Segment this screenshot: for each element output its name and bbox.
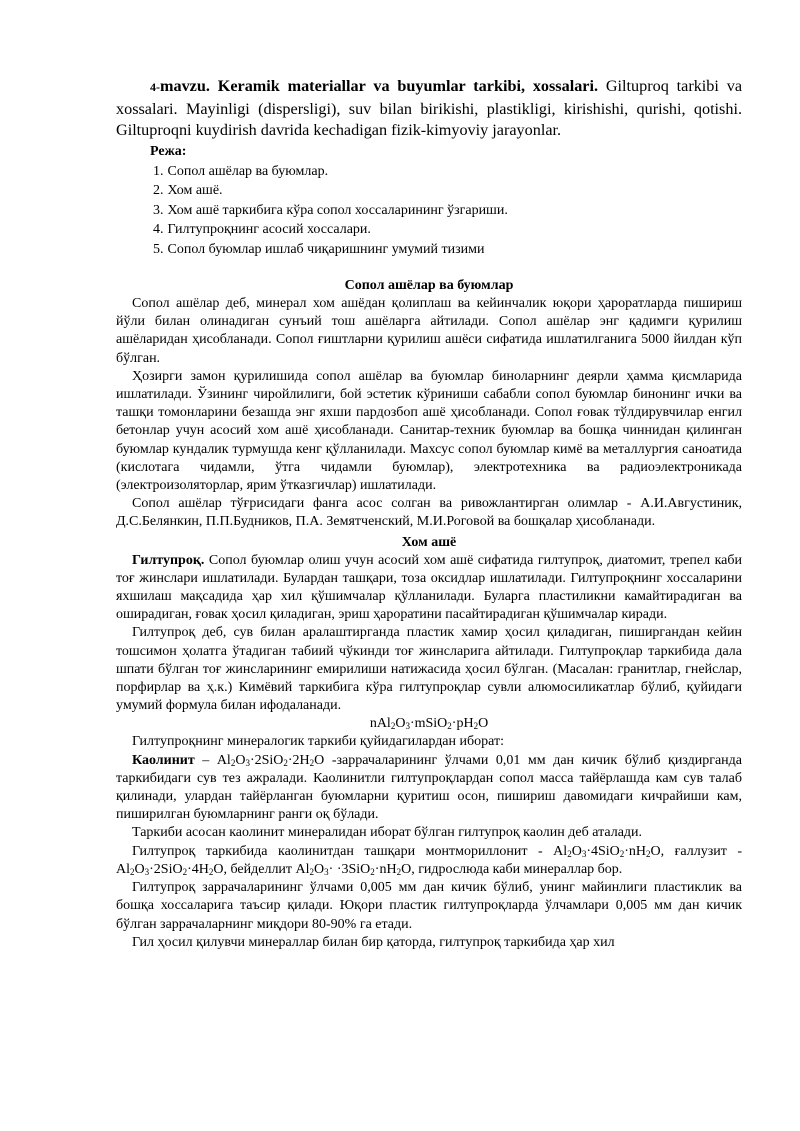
section-heading-ceramics: Сопол ашёлар ва буюмлар <box>344 278 514 293</box>
lecture-intro <box>116 76 742 142</box>
paragraph: Гил ҳосил қилувчи минераллар билан бир қаторда, гилтупроқ таркибида ҳар хил <box>132 934 615 950</box>
paragraph: Таркиби асосан каолинит минералидан иборат бўлган гилтупроқ каолин деб аталади. <box>132 825 643 841</box>
plan-list <box>116 162 742 260</box>
term-kaolinite: Каолинит <box>132 752 195 768</box>
paragraph: Сопол ашёлар тўғрисидаги фанга асос солган ва ривожлантирган олимлар - А.И.Августиник, Д.С.Белянкин, П.П.Будников, П.А. Земятченский, М.И.Роговой ва бошқалар ҳисобланади. <box>116 496 742 530</box>
plan-item: 5. Сопол буюмлар ишлаб чиқаришнинг умумий тизими <box>153 241 485 257</box>
paragraph: Каолинит – $Al_2O_3\cdot 2SiO_2\cdot 2H_2O$ -заррачаларининг ўлчами 0,01 мм дан кичик бўлиб қиздирганда таркибидаги сув тез ажралади. Каолинитли гилтупроқлардан сопол масса тайёрлашда кам сув талаб қилинади, улардан тайёрланган буюмларни қуритиш осон, пишириш давомидаги кичрайиши кам, пиширилган буюмларнинг ранги оқ бўлади. <box>116 752 742 823</box>
plan-item: 3. Хом ашё таркибига кўра сопол хоссаларининг ўзгариши. <box>153 202 508 218</box>
term-clay: Гилтупроқ. <box>132 552 205 568</box>
topic-description: Giltuproq tarkibi va xossalari. Mayinligi (dispersligi), suv bilan birikishi, plastikligi, kirishishi, qurishi, qotishi. Giltuproqni kuydirish davrida kechadigan fizik-kimyoviy jarayonlar. <box>116 77 743 139</box>
paragraph: Ҳозирги замон қурилишида сопол ашёлар ва буюмлар биноларнинг деярли ҳамма қисмларида ишлатилади. Ўзининг чиройлилиги, бой эстетик кўриниши сабабли сопол буюмлар бинонинг ички ва ташқи томонларини безашда энг яхши пардозбоп ашё ҳисобланади. Сопол ғовак тўлдирувчилар енгил бетонлар учун асосий хом ашё ҳисобланади. Санитар-техник буюмлар ва бошқа чиннидан қилинган буюмлар кундалик турмушда кенг қўлланилади. Махсус сопол буюмлар кимё ва металлургия саноатида (кислотага чидамли, ўтга чидамли буюмлар), электротехника ва радиоэлектроникада (электроизоляторлар, ярим ўтказгичлар) ишлатилади. <box>116 368 742 494</box>
paragraph: Гилтупроқ деб, сув билан аралаштирганда пластик хамир ҳосил қиладиган, пиширгандан кейин тошсимон ҳолатга ўтадиган табиий чўкинди тоғ жинсларига айтилади. Гилтупроқлар таркибида дала шпати бўлган тоғ жинсларининг емирилиши натижасида ҳосил бўлган. (Масалан: гранитлар, гнейслар, порфирлар ва ҳ.к.) Кимёвий таркибига кўра гилтупроқлар сувли алюмосиликатлар бўлиб, қуйидаги умумий формула билан ифодаланади. <box>116 625 742 714</box>
plan-item: 2. Хом ашё. <box>153 183 223 198</box>
plan-label: Режа: <box>150 143 187 159</box>
general-formula: $nAl_2O_3\cdot mSiO_2\cdot pH_2O$ <box>369 716 489 732</box>
paragraph: Гилтупроқнинг минералогик таркиби қуйидагилардан иборат: <box>132 734 504 750</box>
paragraph: Гилтупроқ заррачаларининг ўлчами 0,005 мм дан кичик бўлиб, унинг майинлиги пластиклик ва бошқа хоссаларига таъсир қилади. Юқори пластик гилтупроқларда ўлчамлари 0,005 мм дан кичик бўлган заррачаларнинг миқдори 80-90% га етади. <box>116 880 742 932</box>
topic-title: mavzu. Keramik materiallar va buyumlar tarkibi, xossalari. <box>160 77 599 95</box>
plan-item: 4. Гилтупроқнинг асосий хоссалари. <box>153 222 371 237</box>
paragraph: Сопол ашёлар деб, минерал хом ашёдан қолиплаш ва кейинчалик юқори ҳароратларда пишириш йўли билан олинадиган сунъий тош ашёларга айтилади. Сопол ашёлар энг қадимги қурилиш ашёларидан ҳисобланади. Сопол ғиштларни қурилиш ашёси сифатида ишлатилганига 5000 йилдан кўп бўлган. <box>116 296 742 366</box>
plan-item: 1. Сопол ашёлар ва буюмлар. <box>153 163 329 179</box>
section-heading-raw-material: Хом ашё <box>401 534 457 550</box>
topic-number: 4- <box>150 80 160 94</box>
document-page <box>116 76 742 952</box>
paragraph: Гилтупроқ таркибида каолинитдан ташқари монтмориллонит - $Al_2O_3\cdot 4SiO_2\cdot nH_2O$, ғаллузит - $Al_2O_3\cdot 2SiO_2\cdot 4H_2O$, бейделлит $Al_2O_3\cdot \cdot 3SiO_2\cdot nH_2O$, гидрослюда каби минераллар бор. <box>116 843 742 877</box>
paragraph: Гилтупроқ. Сопол буюмлар олиш учун асосий хом ашё сифатида гилтупроқ, диатомит, трепел каби тоғ жинслари ишлатилади. Булардан ташқари, тоза оксидлар ишлатилади. Гилтупроқнинг хоссаларини яхшилаш мақсадида ҳар хил қўшимчалар қўлланилади. Буларга пластиликни камайтирадиган ва оширадиган, ғовак ҳосил қиладиган, эриш ҳароратини пасайтирадиган қўшимчалар киради. <box>116 552 742 623</box>
